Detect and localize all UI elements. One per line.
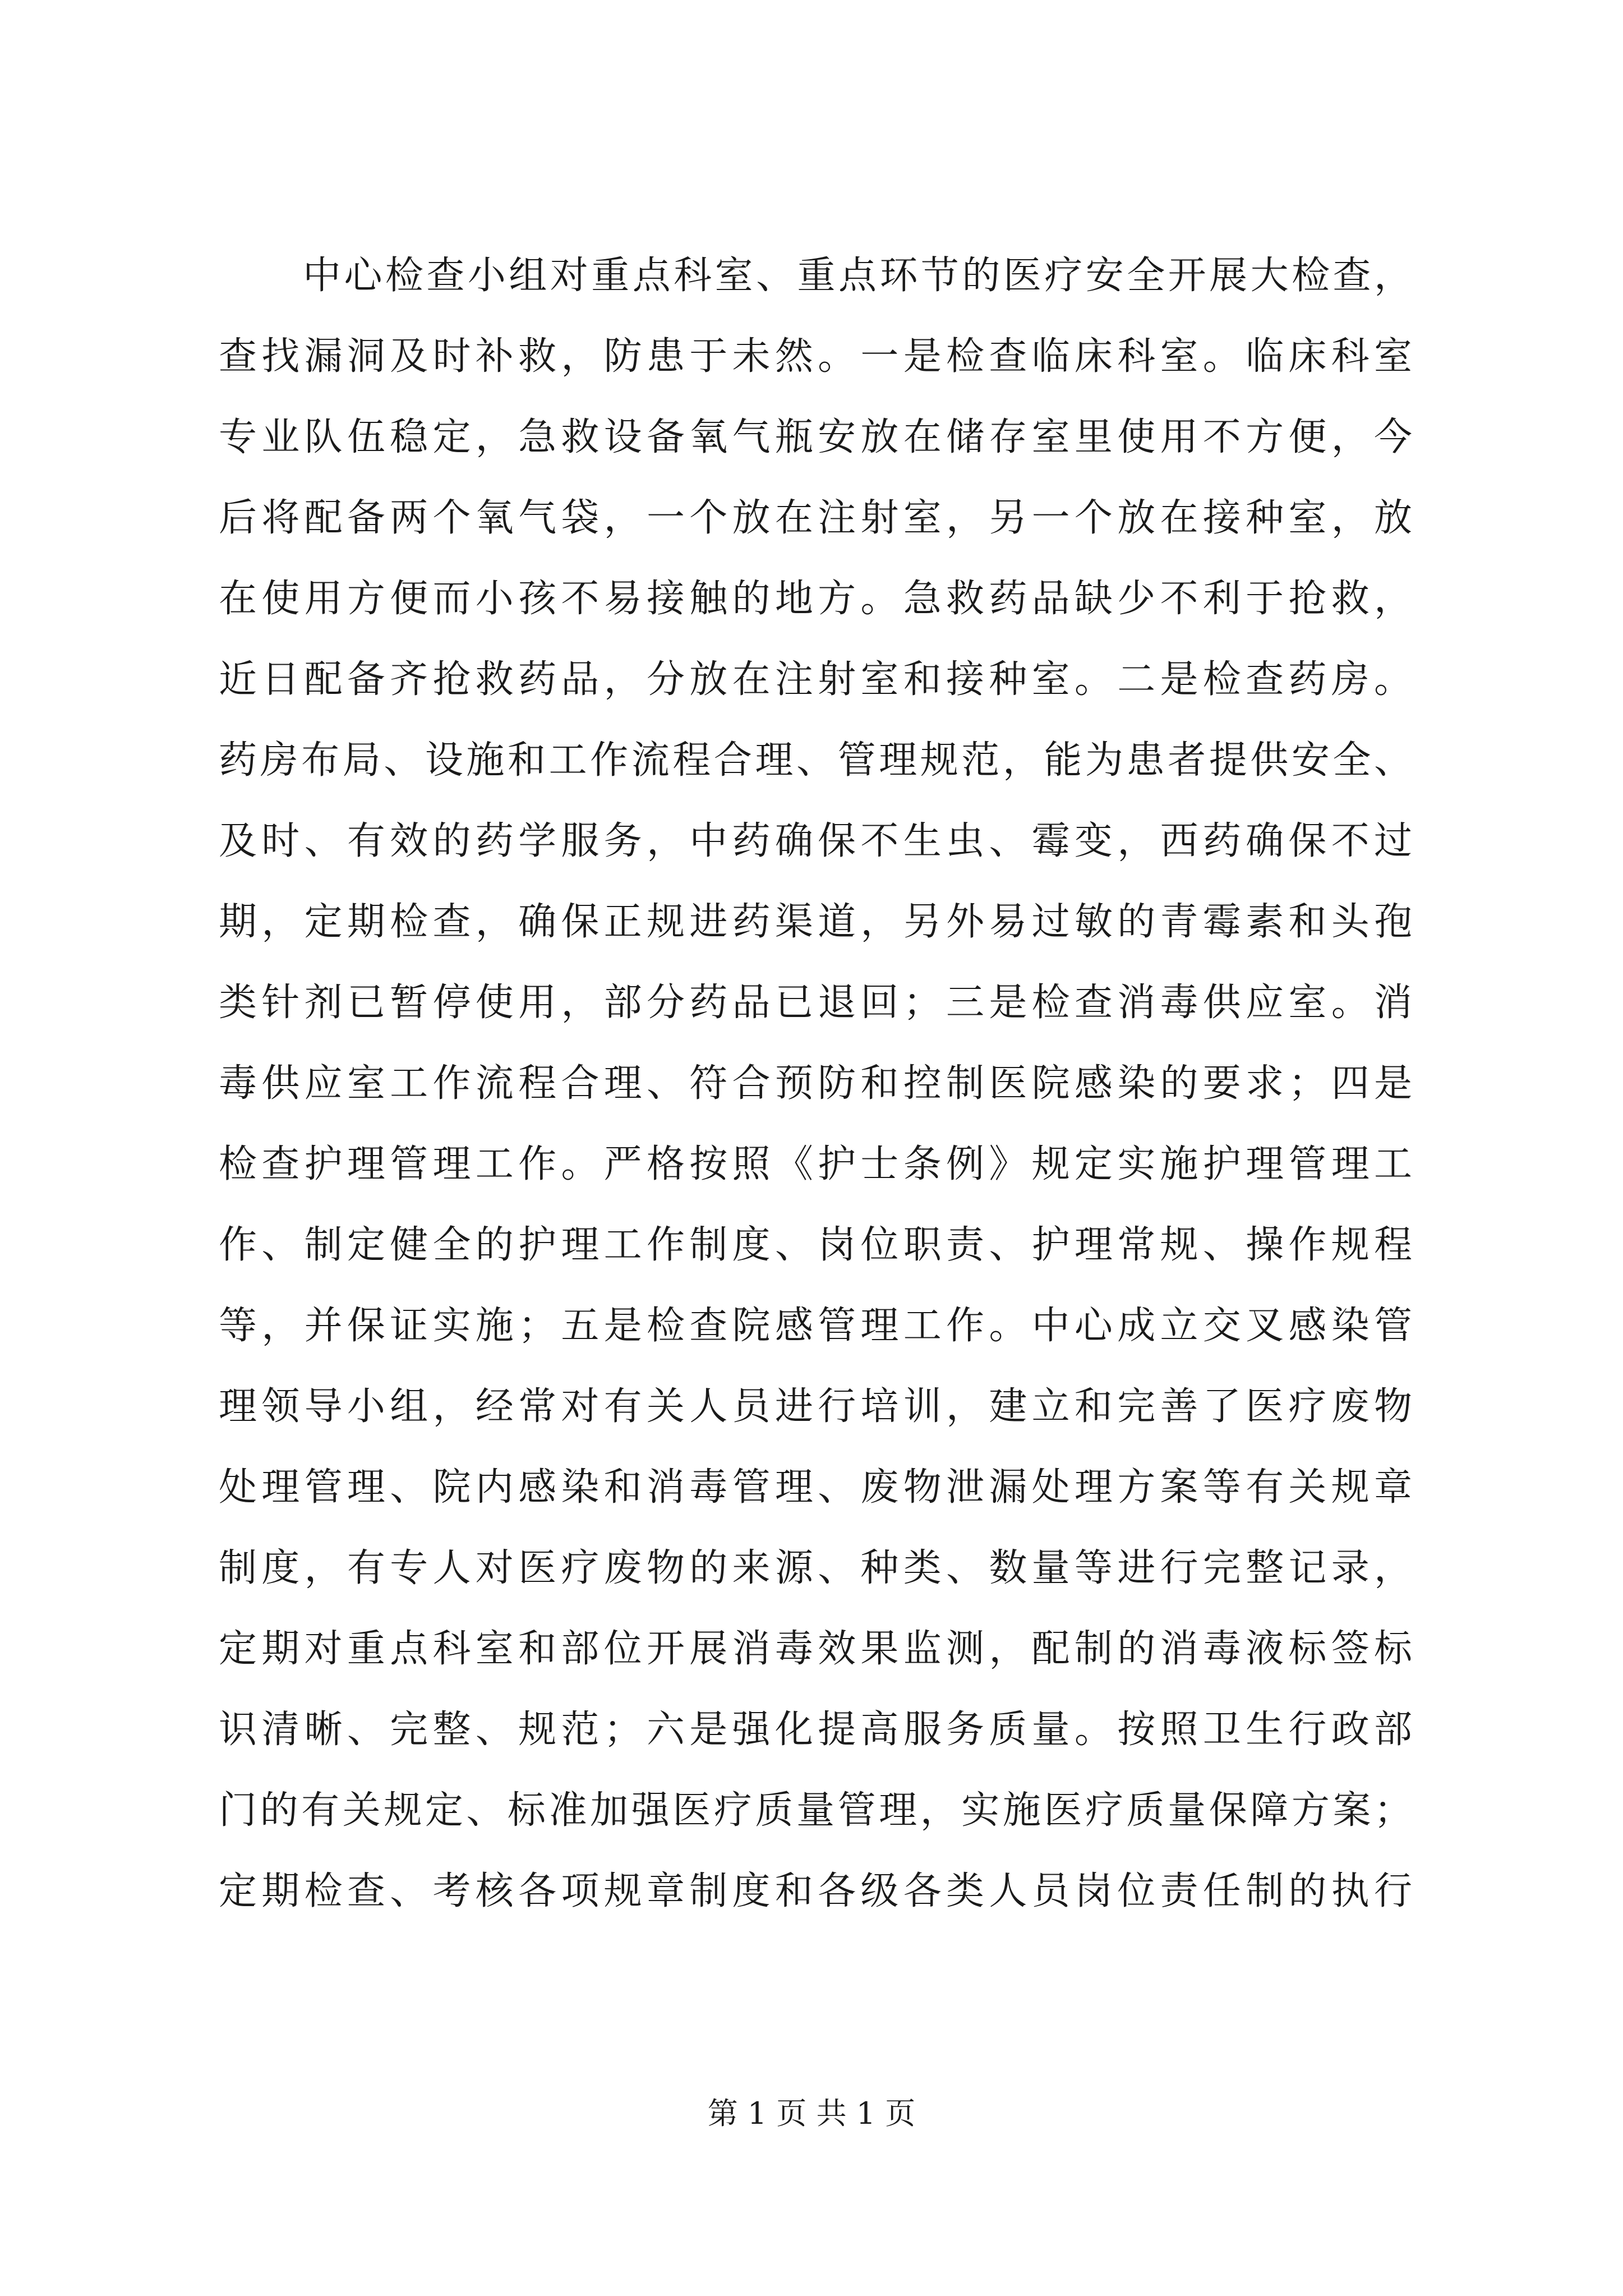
text-line: 定期检查、考核各项规章制度和各级各类人员岗位责任制的执行 [219,1869,1413,1913]
text-line: 专业队伍稳定，急救设备氧气瓶安放在储存室里使用不方便，今 [219,415,1413,459]
text-line: 药房布局、设施和工作流程合理、管理规范，能为患者提供安全、 [219,738,1413,783]
text-line: 及时、有效的药学服务，中药确保不生虫、霉变，西药确保不过 [219,819,1413,863]
text-line: 中心检查小组对重点科室、重点环节的医疗安全开展大检查， [303,254,1413,298]
text-line: 作、制定健全的护理工作制度、岗位职责、护理常规、操作规程 [219,1223,1413,1267]
document-body [219,236,1413,1932]
text-line: 制度，有专人对医疗废物的来源、种类、数量等进行完整记录， [219,1546,1413,1590]
text-line: 后将配备两个氧气袋，一个放在注射室，另一个放在接种室，放 [219,496,1413,540]
text-line: 等，并保证实施；五是检查院感管理工作。中心成立交叉感染管 [219,1304,1413,1348]
text-line: 门的有关规定、标准加强医疗质量管理，实施医疗质量保障方案； [219,1788,1413,1833]
text-line: 处理管理、院内感染和消毒管理、废物泄漏处理方案等有关规章 [219,1465,1413,1510]
text-line: 在使用方便而小孩不易接触的地方。急救药品缺少不利于抢救， [219,577,1413,621]
page-footer [0,2090,1623,2133]
text-line: 识清晰、完整、规范；六是强化提高服务质量。按照卫生行政部 [219,1708,1413,1752]
text-line: 查找漏洞及时补救，防患于未然。一是检查临床科室。临床科室 [219,334,1413,379]
text-line: 近日配备齐抢救药品，分放在注射室和接种室。二是检查药房。 [219,657,1413,702]
text-line: 定期对重点科室和部位开展消毒效果监测，配制的消毒液标签标 [219,1627,1413,1671]
text-line: 毒供应室工作流程合理、符合预防和控制医院感染的要求；四是 [219,1061,1413,1106]
text-line: 检查护理管理工作。严格按照《护士条例》规定实施护理管理工 [219,1142,1413,1186]
page-number-label: 第 1 页 共 1 页 [707,2096,916,2131]
text-line: 类针剂已暂停使用，部分药品已退回；三是检查消毒供应室。消 [219,981,1413,1025]
text-line: 期，定期检查，确保正规进药渠道，另外易过敏的青霉素和头孢 [219,900,1413,944]
text-line: 理领导小组，经常对有关人员进行培训，建立和完善了医疗废物 [219,1384,1413,1429]
